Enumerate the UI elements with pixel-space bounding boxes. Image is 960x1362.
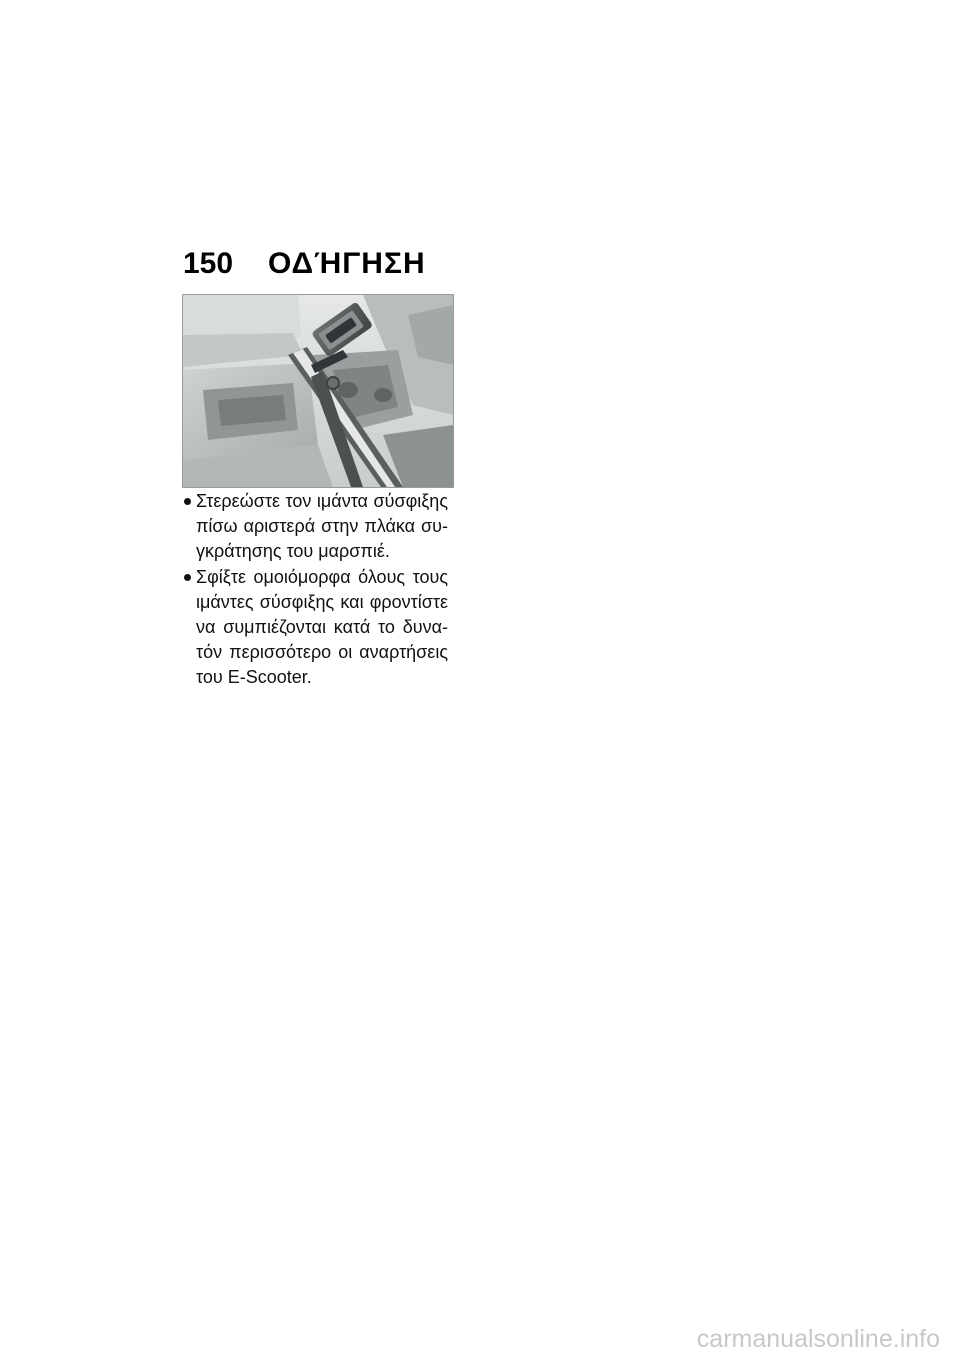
bullet-icon — [184, 574, 191, 581]
instruction-text: Σφίξτε ομοιόμορφα όλους τους ιμάντες σύσφιξης και φροντίστε να συμπιέζονται κατά το δυνα- τόν περισσότερο οι αναρτήσεις του E-Scooter. — [196, 566, 448, 688]
page-number: 150 — [183, 247, 234, 280]
bullet-icon — [184, 498, 191, 505]
instruction-item — [184, 489, 448, 565]
tie-down-strap-illustration — [183, 295, 453, 487]
instruction-text: Στερεώστε τον ιμάντα σύσφιξης πίσω αριστερά στην πλάκα συ- γκράτησης του μαρσπιέ. — [196, 491, 448, 562]
instructions-list — [184, 489, 448, 691]
section-title: ΟΔΉΓΗΣΗ — [268, 247, 426, 280]
figure-photo — [182, 294, 454, 488]
watermark: carmanualsonline.info — [696, 1325, 940, 1353]
instruction-item — [184, 565, 448, 691]
